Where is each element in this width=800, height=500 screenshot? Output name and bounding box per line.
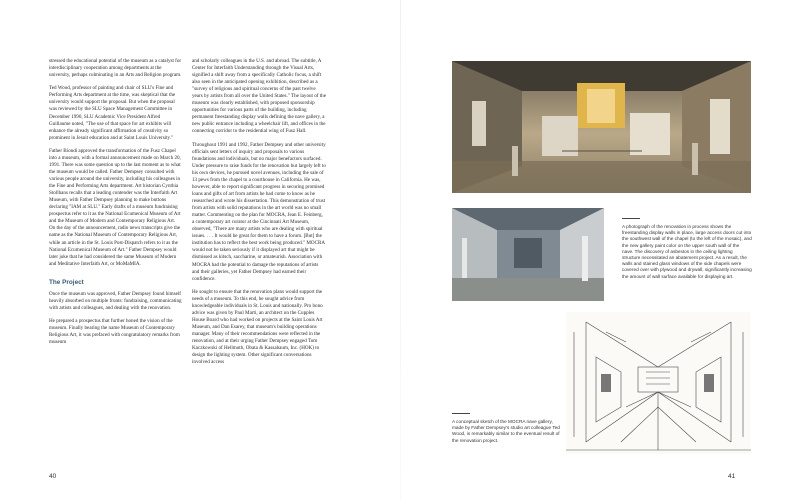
asbestos-abatement-photo: [452, 208, 604, 301]
body-paragraph: He sought to ensure that the renovation plans would support the needs of a museum. To this end, he sought advice from knowledgeable individuals in St. Louis and nationally. Pro bono advice was given by Paul Marti, an architect on the Cupples House Board who had worked on projects at the Saint Louis Art Museum, and Dan Esarey, that museum's building operations manager. Many of their recommendations were reflected in the renovation, and at their urging Father Dempsey engaged Tom Kaczkowski of Hellmuth, Obata & Kassabaum, Inc. (HOK) to design the lighting system. Other significant conversations involved access: [192, 288, 323, 366]
body-paragraph: Once the museum was approved, Father Dempsey found himself heavily absorbed on multiple fronts: fundraising, communicating with artists and colleagues, and dealing with the renovation.: [49, 290, 182, 311]
body-paragraph: Ted Wood, professor of painting and chair of SLU's Fine and Performing Arts department at the time, was skeptical that the university would support the proposal. But when the proposal was reviewed by the SLU Space Management Committee in December 1990, SLU Academic Vice President Alfred Guillaume noted, "The use of that space for art exhibits will enhance the already significant affirmation of creativity so prominent in Jesuit education and at Saint Louis University.": [49, 85, 176, 141]
sketch-caption: A conceptual sketch of the MOCRA nave gallery, made by Father Dempsey's studio art colleague Ted Wood, is remarkably similar to the eventual result of the renovation project.: [452, 419, 560, 443]
page-gutter: [400, 0, 401, 500]
body-paragraph: Throughout 1991 and 1992, Father Dempsey and other university officials sent letters of inquiry and proposals to various foundations and individuals, but no major benefactors surfaced. Under pressure to raise funds for the renovation but largely left to his own devices, he pursued novel avenues, including the sale of 13 pews from the chapel to a courthouse in California. He was, however, able to report significant progress in securing promised loans and gifts of art from artists he had come to know as he researched and wrote his dissertation. This demonstration of trust from artists with solid reputations in the art world was no small matter. Commenting on the plan for MOCRA, Jean E. Feinberg, a contemporary art curator at the Cincinnati Art Museum, observed, "There are many artists who are dealing with spiritual issues. . . . It would be great for them to have a forum. [But] the institution has to reflect the best work being produced." MOCRA would not be taken seriously if it displayed art that might be dismissed as kitsch, saccharine, or amateurish. Association with MOCRA had the potential to damage the reputations of artists and their galleries, yet Father Dempsey had earned their confidence.: [192, 141, 326, 282]
photo-caption-renovation: A photograph of the renovation in process shows the freestanding display walls in place, large access doors cut into the southwest wall of the chapel (to the left of the mosaic), and the new gallery paint color on the upper south wall of the nave. The discovery of asbestos in the ceiling lighting structure necessitated an abatement project. As a result, the walls and stained glass windows of the side chapels were covered over with plywood and drywall, significantly increasing the amount of wall surface available for displaying art.: [622, 224, 752, 279]
left-page-column-1: [49, 58, 182, 352]
caption-rule: [452, 413, 470, 414]
caption-rule: [622, 218, 640, 219]
renovation-gallery-photo: [452, 61, 751, 193]
page-number-left: 40: [49, 473, 57, 480]
nave-gallery-sketch: [566, 312, 751, 454]
left-page-column-2: [192, 58, 326, 373]
page-number-right: 41: [728, 473, 736, 480]
body-paragraph: and scholarly colleagues in the U.S. and abroad. The subtitle, A Center for Interfaith Understanding through the Visual Arts, signified a shift away from a specifically Catholic focus, a shift also seen in the anticipated opening exhibition, described as a "survey of religious and spiritual concerns of the past twelve years by artists from all over the United States." The layout of the museum was clearly established, with proposed sponsorship opportunities for various parts of the building, including permanent freestanding display walls defining the nave gallery, a new public entrance including a wheelchair lift, and offices in the connecting corridor to the residential wing of Fusz Hall.: [192, 58, 326, 135]
body-paragraph: He prepared a prospectus that further honed the vision of the museum. Finally bearing the name Museum of Contemporary Religious Art, it was prefaced with congratulatory remarks from museum: [49, 318, 180, 346]
body-paragraph: stressed the educational potential of the museum as a catalyst for interdisciplinary cooperation among departments at the university, perhaps culminating in an Arts and Religion program.: [49, 58, 182, 79]
body-paragraph: Father Biondi approved the transformation of the Fusz Chapel into a museum, with a formal announcement made on March 20, 1991. There was some question up to the last moment as to what the museum would be called. Father Dempsey consulted with various people around the university, including his colleagues in the Fine and Performing Arts department. Art historian Cynthia Stollhans recalls that a leading contender was the Interfaith Art Museum, with Father Dempsey planning to make buttons declaring "IAM at SLU." Early drafts of a museum fundraising prospectus refer to it as the National Ecumenical Museum of Art and the Museum of Modern and Contemporary Religious Art. On the day of the announcement, radio news transcripts give the name as the National Museum of Contemporary Religious Art, while an article in the St. Louis Post-Dispatch refers to it as the National Ecumenical Museum of Art." Father Dempsey would later joke that he had considered the same Museum of Modern and Meditative Interfaith Art, or MoMaMIA.: [49, 147, 181, 267]
section-heading: The Project: [49, 278, 84, 286]
